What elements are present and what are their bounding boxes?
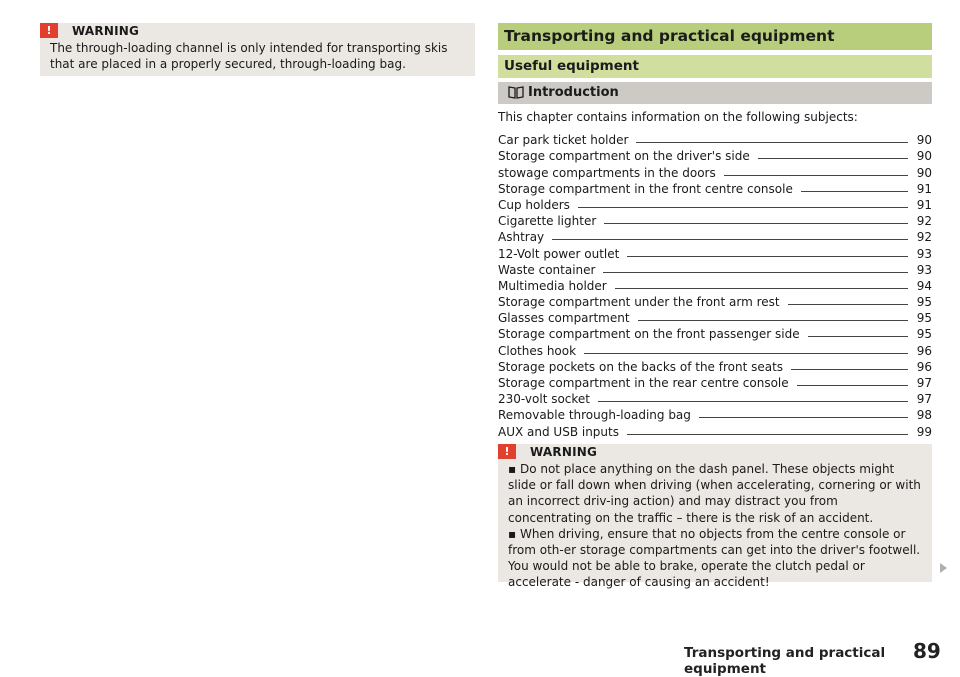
toc-entry-label: Car park ticket holder [498, 133, 629, 148]
toc-entry[interactable] [498, 277, 932, 293]
toc-entry[interactable] [498, 196, 932, 212]
toc-leader-line [791, 369, 908, 370]
toc-entry-label: Multimedia holder [498, 278, 607, 293]
toc-leader-line [578, 207, 908, 208]
toc-entry-page: 95 [916, 295, 932, 310]
toc-leader-line [699, 417, 908, 418]
warning-title: WARNING [72, 23, 140, 38]
section-title-banner [498, 55, 932, 78]
warning-icon: ! [498, 444, 516, 459]
left-warning-box [40, 23, 475, 76]
toc-entry[interactable] [498, 293, 932, 309]
toc-entry[interactable] [498, 422, 932, 438]
toc-entry[interactable] [498, 325, 932, 341]
toc-entry-label: Storage compartment on the driver's side [498, 149, 750, 164]
section-title: Useful equipment [504, 58, 639, 74]
toc-entry[interactable] [498, 228, 932, 244]
toc-entry-label: Storage compartment in the front centre console [498, 181, 793, 196]
page-number: 89 [913, 639, 941, 663]
right-warning-box [498, 444, 932, 590]
toc-entry-page: 98 [916, 408, 932, 423]
warning-icon: ! [40, 23, 58, 38]
intro-title: Introduction [528, 85, 619, 100]
toc-entry-label: stowage compartments in the doors [498, 165, 716, 180]
toc-entry-page: 93 [916, 246, 932, 261]
toc-leader-line [552, 239, 908, 240]
chapter-title-banner [498, 23, 932, 50]
footer-title: Transporting and practical equipment [684, 645, 886, 677]
toc-entry-label: 230-volt socket [498, 392, 591, 407]
toc-leader-line [627, 256, 908, 257]
toc-leader-line [638, 320, 908, 321]
toc-entry-label: Removable through-loading bag [498, 408, 691, 423]
toc-entry-label: Clothes hook [498, 343, 577, 358]
toc-entry-label: Cigarette lighter [498, 214, 597, 229]
toc-entry-page: 90 [916, 149, 932, 164]
toc-leader-line [797, 385, 908, 386]
toc-entry-page: 95 [916, 327, 932, 342]
toc-entry-page: 96 [916, 343, 932, 358]
toc-entry[interactable] [498, 261, 932, 277]
toc-entry-page: 93 [916, 262, 932, 277]
toc-entry-page: 96 [916, 359, 932, 374]
toc-entry-label: AUX and USB inputs [498, 424, 619, 439]
toc-entry-label: Cup holders [498, 197, 570, 212]
toc-entry-label: 12-Volt power outlet [498, 246, 620, 261]
toc-leader-line [598, 401, 908, 402]
toc-leader-line [788, 304, 908, 305]
toc-entry-page: 95 [916, 311, 932, 326]
toc-entry[interactable] [498, 374, 932, 390]
toc-entry-label: Storage pockets on the backs of the front seats [498, 359, 784, 374]
toc-entry[interactable] [498, 406, 932, 422]
toc-entry[interactable] [498, 131, 932, 147]
warning-text [508, 461, 922, 591]
toc-leader-line [801, 191, 908, 192]
intro-banner [498, 82, 932, 104]
toc-entry-page: 92 [916, 230, 932, 245]
toc-entry-page: 92 [916, 214, 932, 229]
toc-entry[interactable] [498, 147, 932, 163]
toc-leader-line [603, 272, 908, 273]
warning-header [40, 23, 139, 38]
toc-leader-line [724, 175, 908, 176]
toc-leader-line [584, 353, 908, 354]
toc-entry-page: 94 [916, 278, 932, 293]
toc-entry[interactable] [498, 341, 932, 357]
toc-entry-page: 90 [916, 133, 932, 148]
warning-bullet: ▪ When driving, ensure that no objects from the centre console or from oth-er storage compartments can get into the driver's footwell. You would not be able to brake, operate the clutch pedal or accelerate - danger of causing an accident! [508, 526, 921, 590]
toc-entry-page: 97 [916, 392, 932, 407]
toc-entry-label: Storage compartment on the front passenger side [498, 327, 800, 342]
toc-entry-page: 99 [916, 424, 932, 439]
warning-header [498, 444, 597, 459]
toc-leader-line [627, 434, 908, 435]
toc-entry-label: Waste container [498, 262, 596, 277]
toc-entry[interactable] [498, 244, 932, 260]
toc-entry[interactable] [498, 180, 932, 196]
warning-text: The through-loading channel is only intended for transporting skis that are placed in a properly secured, through-loading bag. [50, 41, 448, 72]
warning-title: WARNING [530, 444, 598, 459]
intro-text: This chapter contains information on the following subjects: [498, 110, 858, 124]
chapter-title: Transporting and practical equipment [504, 27, 835, 45]
toc-entry-label: Storage compartment in the rear centre console [498, 376, 789, 390]
toc-leader-line [636, 142, 908, 143]
book-icon [508, 85, 524, 99]
toc-entry-label: Storage compartment under the front arm rest [498, 295, 780, 310]
continue-arrow-icon [940, 563, 947, 573]
toc-entry-page: 97 [916, 376, 932, 390]
toc-entry-page: 91 [916, 181, 932, 196]
toc-entry-page: 91 [916, 197, 932, 212]
toc-entry-label: Glasses compartment [498, 311, 630, 326]
warning-bullet: ▪ Do not place anything on the dash panel. These objects might slide or fall down when driving (when accelerating, cornering or with an incorrect driv-ing action) and may distract you from concentrating on the traffic – there is the risk of an accident. [508, 462, 921, 525]
toc-entry[interactable] [498, 358, 932, 374]
toc-entry[interactable] [498, 212, 932, 228]
toc-leader-line [758, 158, 908, 159]
toc-list [498, 131, 932, 439]
toc-entry[interactable] [498, 390, 932, 406]
toc-entry-label: Ashtray [498, 230, 545, 245]
toc-leader-line [604, 223, 908, 224]
toc-entry[interactable] [498, 163, 932, 179]
toc-entry[interactable] [498, 309, 932, 325]
toc-leader-line [615, 288, 908, 289]
toc-entry-page: 90 [916, 165, 932, 180]
toc-leader-line [808, 336, 908, 337]
